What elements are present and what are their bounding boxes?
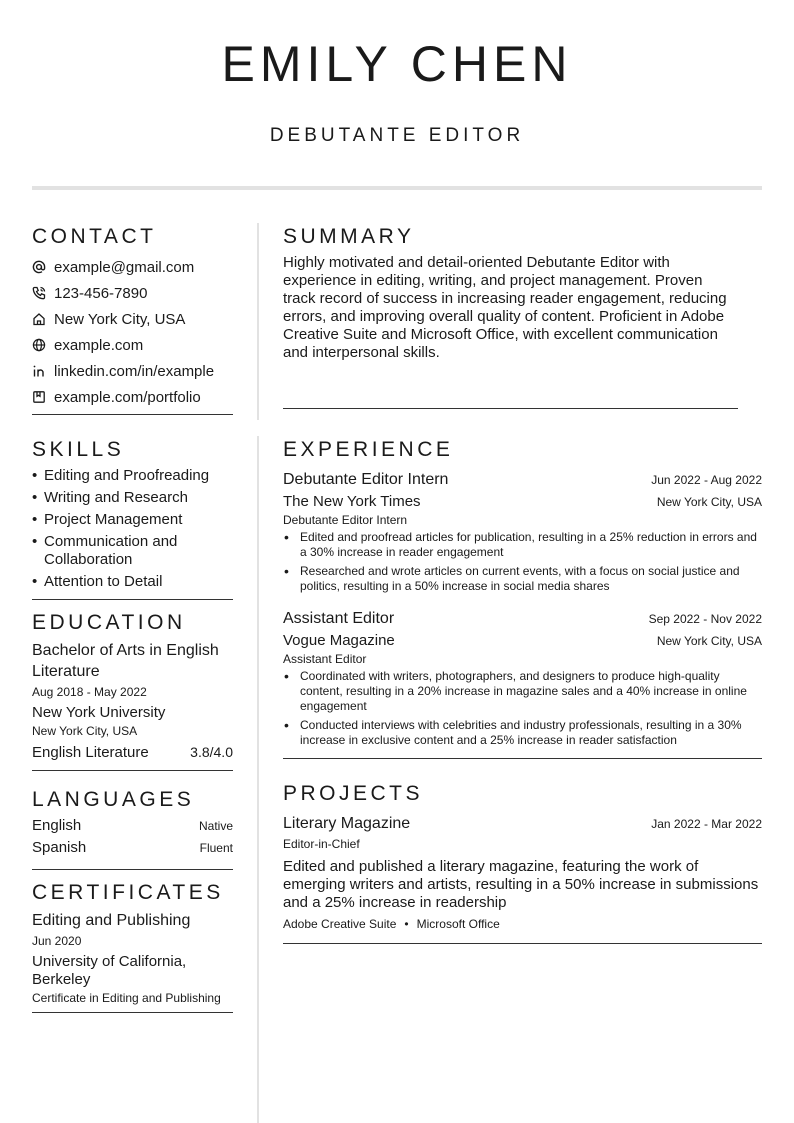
project-name: Literary Magazine — [283, 815, 411, 832]
job-dates: Sep 2022 - Nov 2022 — [648, 612, 762, 626]
skill-item: • Communication and Collaboration — [32, 533, 233, 569]
language-row — [32, 839, 233, 861]
candidate-name: EMILY CHEN — [221, 36, 573, 92]
column-divider-top — [257, 223, 259, 420]
at-icon — [32, 260, 46, 274]
contact-section — [32, 224, 233, 415]
column-divider-main — [257, 436, 259, 1123]
skill-item: • Writing and Research — [32, 489, 233, 507]
certificate-detail: Certificate in Editing and Publishing — [32, 991, 221, 1005]
job-bullet: • Conducted interviews with celebrities and industry professionals, resulting in a 30% increase in exclusive content and a 25% increase in reader satisfaction — [283, 718, 762, 748]
project-entry — [283, 813, 762, 944]
languages-title: LANGUAGES — [32, 788, 195, 811]
job-company-row — [283, 632, 762, 650]
language-name: Spanish — [32, 839, 87, 856]
contact-portfolio-text: example.com/portfolio — [54, 388, 201, 406]
job-title: Debutante Editor Intern — [283, 471, 449, 488]
job-company-row — [283, 493, 762, 511]
contact-phone[interactable] — [32, 280, 233, 306]
job-location: New York City, USA — [656, 495, 762, 509]
job-bullets — [283, 669, 762, 748]
job-header — [283, 469, 762, 490]
skill-item: • Project Management — [32, 511, 233, 529]
job-bullet: • Researched and wrote articles on current events, with a focus on social justice and politics, resulting in a 50% increase in social media shares — [283, 564, 762, 594]
contact-email[interactable] — [32, 254, 233, 280]
certificates-section — [32, 880, 233, 1013]
education-school: New York University — [32, 704, 166, 721]
home-icon — [32, 312, 46, 326]
job-company: The New York Times — [283, 493, 421, 510]
project-tool: Microsoft Office — [416, 917, 500, 931]
experience-list — [283, 469, 762, 759]
summary-section — [283, 224, 757, 409]
summary-title: SUMMARY — [283, 225, 415, 248]
education-section — [32, 610, 233, 771]
summary-text: Highly motivated and detail-oriented Debutante Editor with experience in editing, writing, and project management. Proven track record of success in increasing reader engagement, reducing errors, and improving overall quality of content. Proficient in Adobe Creative Suite and Microsoft Office, with excellent communication and interpersonal skills. — [283, 254, 738, 409]
education-location: New York City, USA — [32, 724, 138, 738]
language-level: Fluent — [199, 841, 233, 855]
job-subtitle: Assistant Editor — [283, 652, 367, 666]
contact-location — [32, 306, 233, 332]
contact-website[interactable] — [32, 332, 233, 358]
candidate-role: DEBUTANTE EDITOR — [269, 125, 525, 146]
contact-linkedin-text: linkedin.com/in/example — [54, 362, 215, 380]
project-dates: Jan 2022 - Mar 2022 — [651, 817, 762, 831]
language-name: English — [32, 817, 82, 834]
project-description: Edited and published a literary magazine, featuring the work of emerging writers and artists, resulting in a 50% increase in submissions and a 25% increase in readership — [283, 858, 759, 911]
contact-location-text: New York City, USA — [54, 310, 186, 328]
skills-title: SKILLS — [32, 438, 125, 461]
language-level: Native — [198, 819, 233, 833]
education-dates: Aug 2018 - May 2022 — [32, 685, 147, 699]
phone-icon — [32, 286, 46, 300]
experience-title: EXPERIENCE — [283, 438, 454, 461]
experience-entry — [283, 608, 762, 748]
certificate-issuer: University of California, Berkeley — [32, 953, 187, 988]
contact-website-text: example.com — [54, 336, 144, 354]
project-tool: Adobe Creative Suite — [283, 917, 397, 931]
job-company: Vogue Magazine — [283, 632, 395, 649]
certificates-title: CERTIFICATES — [32, 881, 224, 904]
job-title: Assistant Editor — [283, 610, 395, 627]
separator-dot: • — [404, 917, 409, 931]
contact-phone-text: 123-456-7890 — [54, 284, 148, 302]
languages-list — [32, 817, 233, 870]
certificate-entry — [32, 910, 233, 1013]
languages-section — [32, 787, 233, 870]
job-dates: Jun 2022 - Aug 2022 — [651, 473, 762, 487]
contact-title: CONTACT — [32, 225, 157, 248]
education-gpa: 3.8/4.0 — [190, 744, 233, 760]
experience-entry — [283, 469, 762, 594]
skill-item: • Editing and Proofreading — [32, 467, 233, 485]
certificate-name: Editing and Publishing — [32, 912, 191, 929]
job-subtitle: Debutante Editor Intern — [283, 513, 408, 527]
skills-list — [32, 467, 233, 600]
certificate-date: Jun 2020 — [32, 934, 82, 948]
contact-list — [32, 254, 233, 415]
education-degree: Bachelor of Arts in English Literature — [32, 642, 219, 680]
header-divider — [32, 186, 762, 190]
education-title: EDUCATION — [32, 611, 186, 634]
job-bullets — [283, 530, 762, 594]
contact-linkedin[interactable] — [32, 358, 233, 384]
portfolio-icon — [32, 390, 46, 404]
linkedin-icon — [32, 364, 46, 378]
projects-title: PROJECTS — [283, 782, 424, 805]
contact-email-text: example@gmail.com — [54, 258, 195, 276]
skills-section — [32, 437, 233, 600]
education-field: English Literature — [32, 744, 149, 761]
experience-section — [283, 437, 762, 759]
job-location: New York City, USA — [656, 634, 762, 648]
project-role: Editor-in-Chief — [283, 837, 360, 851]
project-tools — [283, 915, 762, 933]
language-row — [32, 817, 233, 839]
job-header — [283, 608, 762, 629]
skill-item: • Attention to Detail — [32, 573, 233, 591]
education-entry — [32, 640, 233, 771]
job-bullet: • Coordinated with writers, photographers, and designers to produce high-quality content, resulting in a 20% increase in magazine sales and a 40% increase in online engagement — [283, 669, 762, 714]
project-header — [283, 813, 762, 834]
globe-icon — [32, 338, 46, 352]
job-bullet: • Edited and proofread articles for publication, resulting in a 25% reduction in errors and a 30% increase in reader engagement — [283, 530, 762, 560]
projects-section — [283, 781, 762, 944]
contact-portfolio[interactable] — [32, 384, 233, 410]
education-field-row — [32, 743, 233, 762]
